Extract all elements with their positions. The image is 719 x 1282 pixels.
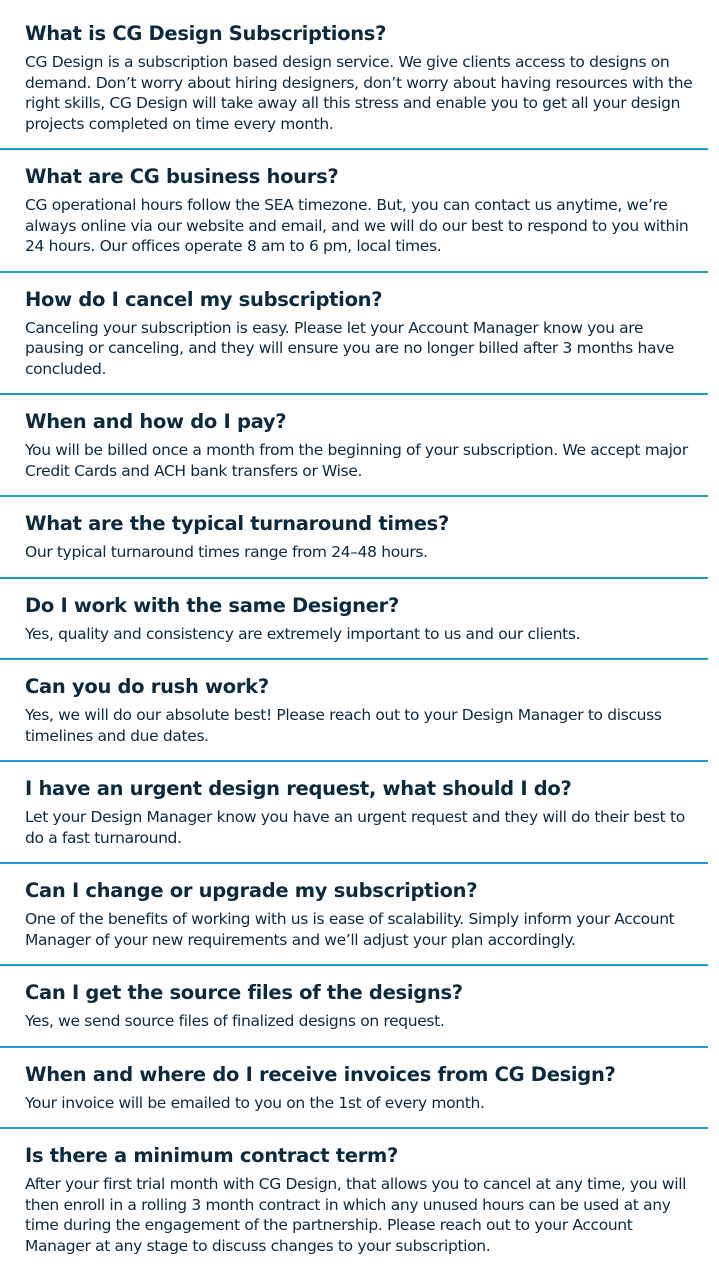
faq-question: Can you do rush work? <box>25 675 269 698</box>
faq-question: Do I work with the same Designer? <box>25 593 400 617</box>
faq-answer: CG operational hours follow the SEA timezone. But, you can contact us anytime, we’re always online via our website and email, and we will do our best to respond to you within 24 hours. Our offices operate 8 am to 6 pm, local times. <box>25 196 689 255</box>
faq-answer: One of the benefits of working with us is ease of scalability. Simply inform your Account Manager of your new requirements and we’ll adjust your plan accordingly. <box>25 910 675 949</box>
faq-question: What is CG Design Subscriptions? <box>25 22 387 45</box>
faq-item-payment <box>0 395 708 497</box>
faq-item-urgent-request <box>0 762 708 864</box>
faq-answer: Our typical turnaround times range from 24–48 hours. <box>25 543 428 561</box>
faq-answer: Let your Design Manager know you have an urgent request and they will do their best to do a fast turnaround. <box>25 808 685 847</box>
faq-question: When and how do I pay? <box>25 410 287 433</box>
faq-item-cancel-subscription <box>0 273 708 396</box>
faq-answer: Yes, quality and consistency are extremely important to us and our clients. <box>25 624 581 643</box>
faq-item-turnaround-times <box>0 497 708 579</box>
faq-item-what-is-cg-design <box>0 0 708 150</box>
faq-answer: Yes, we send source files of finalized designs on request. <box>25 1012 445 1030</box>
faq-item-change-subscription <box>0 864 708 966</box>
faq-answer: Canceling your subscription is easy. Please let your Account Manager know you are pausing or canceling, and they will ensure you are no longer billed after 3 months have concluded. <box>25 318 675 378</box>
faq-question: Can I change or upgrade my subscription? <box>25 879 478 902</box>
faq-item-invoices <box>0 1048 708 1130</box>
faq-question: What are CG business hours? <box>25 165 339 188</box>
faq-answer: Your invoice will be emailed to you on the 1st of every month. <box>25 1093 485 1112</box>
faq-question: I have an urgent design request, what should I do? <box>25 777 572 800</box>
faq-item-rush-work <box>0 660 708 762</box>
faq-answer: CG Design is a subscription based design service. We give clients access to designs on demand. Don’t worry about hiring designers, don’t worry about having resources with the right skills, CG Design will take away all this stress and enable you to get all your design projects completed on time every month. <box>25 53 693 133</box>
faq-item-source-files <box>0 966 708 1048</box>
faq-question: Can I get the source files of the designs? <box>25 981 463 1004</box>
faq-item-business-hours <box>0 150 708 273</box>
faq-question: What are the typical turnaround times? <box>25 512 449 535</box>
faq-question: How do I cancel my subscription? <box>25 287 383 311</box>
faq-answer: After your first trial month with CG Design, that allows you to cancel at any time, you will then enroll in a rolling 3 month contract in which any unused hours can be used at any time during the engagement of the partnership. Please reach out to your Account Manager at any stage to discuss changes to your subscription. <box>25 1175 687 1255</box>
faq-answer: You will be billed once a month from the beginning of your subscription. We accept major Credit Cards and ACH bank transfers or Wise. <box>25 441 688 480</box>
faq-item-same-designer <box>0 579 708 661</box>
faq-question: Is there a minimum contract term? <box>25 1144 399 1167</box>
faq-item-minimum-contract <box>0 1129 708 1266</box>
faq-answer: Yes, we will do our absolute best! Please reach out to your Design Manager to discuss timelines and due dates. <box>25 706 662 745</box>
faq-question: When and where do I receive invoices from CG Design? <box>25 1062 616 1086</box>
